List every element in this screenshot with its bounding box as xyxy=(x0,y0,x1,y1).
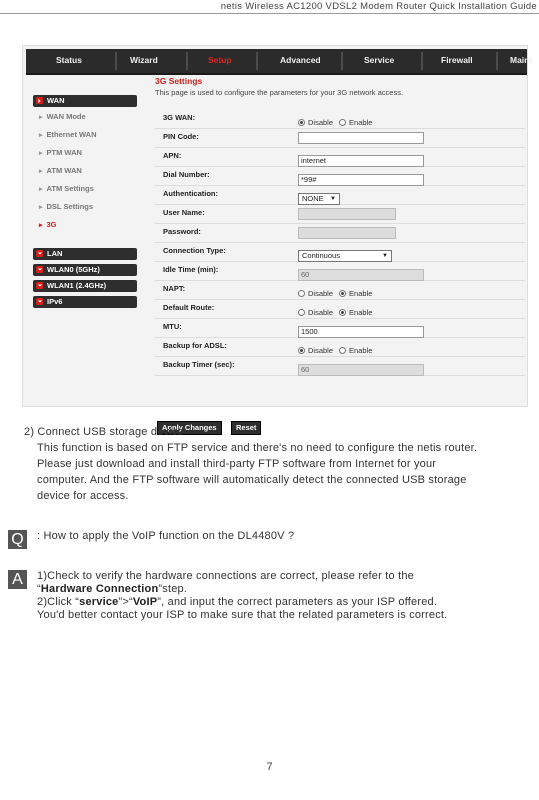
sidebar-cat-label: WLAN0 (5GHz) xyxy=(47,265,100,274)
answer-line: 1)Check to verify the hardware connections are correct, please refer to the xyxy=(37,570,414,582)
field-label: Authentication: xyxy=(163,189,218,198)
section-paragraph-line: computer. And the FTP software will automatically detect the connected USB storage xyxy=(37,474,467,486)
section-paragraph-line: This function is based on FTP service and there's no need to configure the netis router. xyxy=(37,442,478,454)
field-label: MTU: xyxy=(163,322,182,331)
sidebar-item-label: PTM WAN xyxy=(46,148,82,157)
field-label: Connection Type: xyxy=(163,246,226,255)
sidebar-cat-lan[interactable] xyxy=(33,248,137,260)
radio-label: Enable xyxy=(349,289,373,298)
tab-status[interactable]: Status xyxy=(56,55,82,65)
sidebar-cat-label: IPv6 xyxy=(47,297,63,306)
section-heading: 2) Connect USB storage device xyxy=(24,426,184,438)
radio-dot xyxy=(339,119,346,126)
sidebar-item-label: Ethernet WAN xyxy=(46,130,97,139)
tab-maint[interactable]: Maint xyxy=(510,55,533,65)
radio-label: Enable xyxy=(349,308,373,317)
arrow-icon: ▸ xyxy=(39,150,43,157)
row-mtu xyxy=(155,318,525,338)
sidebar-cat-wlan0[interactable] xyxy=(33,264,137,276)
chevron-icon xyxy=(36,266,43,273)
select-value: NONE xyxy=(302,194,324,203)
field-label: Idle Time (min): xyxy=(163,265,219,274)
sidebar-item-dsl-settings[interactable] xyxy=(39,202,93,211)
field-label: APN: xyxy=(163,151,182,160)
answer-bold-text: service xyxy=(79,596,119,608)
page-header: netis Wireless AC1200 VDSL2 Modem Router Quick Installation Guide xyxy=(220,1,537,12)
sidebar-cat-label: WLAN1 (2.4GHz) xyxy=(47,281,107,290)
radio-label: Disable xyxy=(308,289,334,298)
question-text: : How to apply the VoIP function on the DL4480V ? xyxy=(37,530,295,542)
field-label: Backup for ADSL: xyxy=(163,341,227,350)
nav-separator xyxy=(341,52,343,70)
radio-dot xyxy=(298,119,305,126)
answer-badge: A xyxy=(8,570,27,589)
row-backup-timer xyxy=(155,356,525,376)
chevron-icon xyxy=(36,282,43,289)
nav-separator xyxy=(115,52,117,70)
sidebar-item-label: ATM WAN xyxy=(46,166,82,175)
sidebar-item-label: DSL Settings xyxy=(46,202,94,211)
question-badge: Q xyxy=(8,530,27,549)
field-label: 3G WAN: xyxy=(163,113,196,122)
field-label: PIN Code: xyxy=(163,132,199,141)
row-idle xyxy=(155,261,525,281)
mtu-input[interactable]: 1500 xyxy=(298,326,424,338)
field-label: Password: xyxy=(163,227,201,236)
username-input[interactable] xyxy=(298,208,396,220)
arrow-icon: ▸ xyxy=(39,114,43,121)
radio-backup-disable[interactable] xyxy=(298,346,333,355)
arrow-icon: ▸ xyxy=(39,168,43,175)
arrow-icon: ▸ xyxy=(39,186,43,193)
row-user xyxy=(155,204,525,224)
page-description: This page is used to configure the parameters for your 3G network access. xyxy=(155,88,404,97)
radio-dot xyxy=(339,347,346,354)
tab-wizard[interactable]: Wizard xyxy=(130,55,158,65)
radio-label: Enable xyxy=(349,118,373,127)
answer-text: “ xyxy=(37,583,41,595)
arrow-icon: ▸ xyxy=(39,132,43,139)
tab-setup[interactable]: Setup xyxy=(208,55,232,65)
dropdown-arrow-icon: ▼ xyxy=(330,196,336,202)
radio-dot xyxy=(298,290,305,297)
row-default-route xyxy=(155,299,525,319)
answer-text: ”step. xyxy=(158,583,188,595)
radio-3g-enable[interactable] xyxy=(339,118,372,127)
radio-label: Disable xyxy=(308,308,334,317)
sidebar-item-label: ATM Settings xyxy=(46,184,94,193)
radio-label: Disable xyxy=(308,118,334,127)
radio-label: Enable xyxy=(349,346,373,355)
row-dial xyxy=(155,166,525,186)
radio-dot xyxy=(298,347,305,354)
row-backup-adsl xyxy=(155,337,525,357)
tab-advanced[interactable]: Advanced xyxy=(280,55,321,65)
sidebar-cat-label: WAN xyxy=(47,96,65,105)
pin-input[interactable] xyxy=(298,132,424,144)
field-label: Backup Timer (sec): xyxy=(163,360,235,369)
radio-dot xyxy=(339,290,346,297)
sidebar-item-label: WAN Mode xyxy=(46,112,86,121)
section-paragraph-line: Please just download and install third-party FTP software from Internet for your xyxy=(37,458,437,470)
nav-separator xyxy=(256,52,258,70)
row-apn xyxy=(155,147,525,167)
header-rule xyxy=(0,13,539,14)
radio-dot xyxy=(339,309,346,316)
sidebar-cat-wan[interactable] xyxy=(33,95,137,107)
sidebar-item-3g[interactable] xyxy=(39,220,57,229)
row-3g-wan xyxy=(155,109,525,129)
idle-time-input[interactable]: 60 xyxy=(298,269,424,281)
nav-separator xyxy=(421,52,423,70)
row-auth xyxy=(155,185,525,205)
password-input[interactable] xyxy=(298,227,396,239)
tab-service[interactable]: Service xyxy=(364,55,395,65)
sidebar-item-label: 3G xyxy=(46,220,57,229)
sidebar-item-ptm-wan[interactable] xyxy=(39,148,82,157)
sidebar-cat-wlan1[interactable] xyxy=(33,280,137,292)
radio-route-disable[interactable] xyxy=(298,308,333,317)
sidebar-cat-label: LAN xyxy=(47,249,63,258)
chevron-icon xyxy=(36,298,43,305)
radio-backup-enable[interactable] xyxy=(339,346,372,355)
select-value: Continuous xyxy=(302,251,340,260)
backup-timer-input[interactable]: 60 xyxy=(298,364,424,376)
row-pin xyxy=(155,128,525,148)
sidebar-item-atm-wan[interactable] xyxy=(39,166,82,175)
answer-bold-text: Hardware Connection xyxy=(40,583,159,595)
field-label: Default Route: xyxy=(163,303,215,312)
arrow-icon: ▸ xyxy=(39,222,43,229)
dropdown-arrow-icon: ▼ xyxy=(382,253,388,259)
row-napt xyxy=(155,280,525,300)
dial-number-input[interactable]: *99# xyxy=(298,174,424,186)
field-label: Dial Number: xyxy=(163,170,210,179)
radio-napt-enable[interactable] xyxy=(339,289,372,298)
answer-text: ”, and input the correct parameters as your ISP offered. xyxy=(157,596,438,608)
radio-3g-disable[interactable] xyxy=(298,118,333,127)
sidebar xyxy=(31,82,139,392)
sidebar-item-atm-settings[interactable] xyxy=(39,184,94,193)
sidebar-cat-ipv6[interactable] xyxy=(33,296,137,308)
radio-label: Disable xyxy=(308,346,334,355)
row-conn-type xyxy=(155,242,525,262)
field-label: NAPT: xyxy=(163,284,186,293)
top-nav xyxy=(26,49,533,75)
reset-button[interactable]: Reset xyxy=(231,421,261,435)
chevron-icon xyxy=(36,97,43,104)
page-number: 7 xyxy=(266,761,273,773)
field-label: User Name: xyxy=(163,208,205,217)
answer-text: 2)Click “ xyxy=(37,596,80,608)
radio-napt-disable[interactable] xyxy=(298,289,333,298)
section-paragraph-line: device for access. xyxy=(37,490,129,502)
radio-dot xyxy=(298,309,305,316)
apply-changes-button[interactable]: Apply Changes xyxy=(157,421,222,435)
sidebar-item-wan-mode[interactable] xyxy=(39,112,86,121)
sidebar-item-ethernet-wan[interactable] xyxy=(39,130,97,139)
nav-separator xyxy=(186,52,188,70)
radio-route-enable[interactable] xyxy=(339,308,372,317)
apn-input[interactable]: internet xyxy=(298,155,424,167)
answer-bold-text: VoIP xyxy=(132,596,158,608)
page-title: 3G Settings xyxy=(155,76,203,86)
row-pass xyxy=(155,223,525,243)
answer-line: You'd better contact your ISP to make sure that the related parameters is correct. xyxy=(37,609,448,621)
nav-separator xyxy=(496,52,498,70)
arrow-icon: ▸ xyxy=(39,204,43,211)
answer-text: ”>“ xyxy=(118,596,133,608)
chevron-icon xyxy=(36,250,43,257)
tab-firewall[interactable]: Firewall xyxy=(441,55,473,65)
